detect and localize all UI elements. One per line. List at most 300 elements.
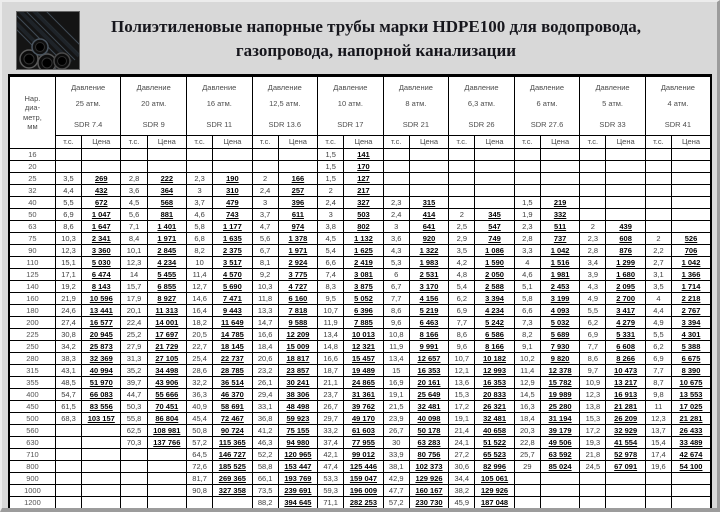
thickness-cell: 9,7 [580, 365, 606, 377]
thickness-cell: 35,2 [121, 365, 147, 377]
thickness-cell: 3,5 [55, 173, 81, 185]
thickness-cell: 57,2 [186, 437, 212, 449]
thickness-cell: 55,8 [121, 413, 147, 425]
price-cell: 2 531 [409, 269, 448, 281]
thickness-cell [383, 149, 409, 161]
price-cell: 10 675 [672, 377, 711, 389]
thickness-cell: 17,4 [645, 449, 671, 461]
price-cell: 6 855 [147, 281, 186, 293]
thickness-cell: 5,8 [186, 221, 212, 233]
diameter-cell: 400 [9, 389, 55, 401]
thickness-cell: 21,9 [55, 293, 81, 305]
thickness-cell: 2 [252, 173, 278, 185]
price-cell: 876 [606, 245, 645, 257]
price-cell [540, 149, 579, 161]
price-cell: 1 635 [213, 233, 252, 245]
thickness-cell: 59,3 [318, 485, 344, 497]
table-row [9, 461, 711, 473]
thickness-cell: 37,4 [318, 437, 344, 449]
price-cell: 1 366 [672, 269, 711, 281]
price-cell: 9 991 [409, 341, 448, 353]
price-cell: 141 [344, 149, 383, 161]
thickness-cell: 34,4 [449, 473, 475, 485]
thickness-cell: 8,1 [252, 257, 278, 269]
thickness-cell [55, 149, 81, 161]
table-row [9, 209, 711, 221]
diameter-cell: 25 [9, 173, 55, 185]
price-cell [409, 173, 448, 185]
price-cell: 2 050 [475, 269, 514, 281]
price-cell: 6 608 [606, 341, 645, 353]
pressure-label: Давление [267, 82, 302, 92]
pressure-group-header [121, 76, 187, 136]
thickness-cell: 17,1 [55, 269, 81, 281]
thickness-cell: 12,7 [186, 281, 212, 293]
thickness-cell [383, 161, 409, 173]
thickness-cell [580, 173, 606, 185]
price-cell [540, 173, 579, 185]
price-cell: 503 [344, 209, 383, 221]
price-cell: 34 498 [147, 365, 186, 377]
price-cell: 25 649 [409, 389, 448, 401]
pressure-value: 8 атм. [405, 99, 427, 109]
diameter-cell: 355 [9, 377, 55, 389]
pressure-group-header [580, 76, 646, 136]
price-cell: 70 451 [147, 401, 186, 413]
price-cell: 345 [475, 209, 514, 221]
thickness-cell: 1,5 [318, 149, 344, 161]
thickness-cell: 20,1 [121, 305, 147, 317]
table-row [9, 473, 711, 485]
thickness-cell: 3,6 [121, 185, 147, 197]
thickness-cell [580, 161, 606, 173]
thickness-cell [449, 161, 475, 173]
thickness-cell: 15,7 [121, 281, 147, 293]
thickness-cell: 9,5 [318, 293, 344, 305]
price-cell: 2 588 [475, 281, 514, 293]
thickness-cell: 20,6 [252, 353, 278, 365]
price-cell: 159 047 [344, 473, 383, 485]
thickness-cell: 42,1 [318, 449, 344, 461]
thickness-cell [449, 173, 475, 185]
price-subheader: Цена [344, 136, 383, 149]
thickness-cell: 1,5 [514, 197, 540, 209]
thickness-cell: 30,8 [55, 329, 81, 341]
diameter-cell: 40 [9, 197, 55, 209]
thickness-cell: 39,7 [121, 377, 147, 389]
thickness-cell: 4,6 [186, 209, 212, 221]
price-cell: 4 727 [278, 281, 317, 293]
table-row [9, 233, 711, 245]
thickness-cell: 8,6 [55, 221, 81, 233]
thickness-cell [121, 461, 147, 473]
thickness-cell: 47,7 [383, 485, 409, 497]
price-cell: 9 443 [213, 305, 252, 317]
price-cell: 72 467 [213, 413, 252, 425]
thickness-cell: 17,2 [580, 425, 606, 437]
diameter-cell: 800 [9, 461, 55, 473]
table-row [9, 149, 711, 161]
price-cell: 16 353 [475, 377, 514, 389]
price-cell: 1 401 [147, 221, 186, 233]
price-cell: 2 419 [344, 257, 383, 269]
price-cell: 63 592 [540, 449, 579, 461]
price-cell: 129 926 [409, 473, 448, 485]
price-cell: 439 [606, 221, 645, 233]
price-cell: 2 375 [213, 245, 252, 257]
price-cell [82, 161, 121, 173]
price-cell: 11 313 [147, 305, 186, 317]
price-cell: 58 691 [213, 401, 252, 413]
price-cell: 327 [344, 197, 383, 209]
price-cell: 82 996 [475, 461, 514, 473]
thickness-cell: 8,6 [449, 329, 475, 341]
price-cell: 5 455 [147, 269, 186, 281]
price-cell: 63 283 [409, 437, 448, 449]
thickness-cell [514, 497, 540, 510]
price-cell: 5 388 [672, 341, 711, 353]
thickness-cell [645, 173, 671, 185]
price-cell: 61 603 [344, 425, 383, 437]
price-cell: 802 [344, 221, 383, 233]
pressure-group-header [514, 76, 580, 136]
diameter-cell: 1000 [9, 485, 55, 497]
thickness-cell: 4,9 [645, 317, 671, 329]
sdr-label: SDR 7.4 [73, 119, 103, 129]
pressure-label: Давление [398, 82, 433, 92]
thickness-cell: 25,2 [121, 329, 147, 341]
thickness-cell [645, 473, 671, 485]
thickness-cell: 2,2 [645, 245, 671, 257]
thickness-cell: 24,6 [55, 305, 81, 317]
thickness-cell: 64,5 [186, 449, 212, 461]
thickness-cell: 38,2 [449, 485, 475, 497]
thickness-cell: 19,1 [449, 413, 475, 425]
price-cell: 12 209 [278, 329, 317, 341]
table-row [9, 341, 711, 353]
table-row [9, 305, 711, 317]
thickness-cell: 4,2 [449, 257, 475, 269]
price-cell: 526 [672, 233, 711, 245]
price-cell: 40 098 [409, 413, 448, 425]
price-cell [278, 161, 317, 173]
price-cell: 185 525 [213, 461, 252, 473]
price-cell [147, 461, 186, 473]
thickness-cell: 13,4 [318, 329, 344, 341]
price-cell: 127 [344, 173, 383, 185]
thickness-cell: 53,3 [318, 473, 344, 485]
thickness-cell: 8,6 [383, 305, 409, 317]
thickness-cell [580, 473, 606, 485]
price-cell: 42 674 [672, 449, 711, 461]
diameter-cell: 450 [9, 401, 55, 413]
price-cell: 108 981 [147, 425, 186, 437]
thickness-cell: 3,5 [645, 281, 671, 293]
price-cell: 364 [147, 185, 186, 197]
page-title [80, 11, 702, 63]
thickness-cell: 70,3 [121, 437, 147, 449]
price-cell: 239 691 [278, 485, 317, 497]
thickness-cell: 33,2 [318, 425, 344, 437]
price-cell: 10 013 [344, 329, 383, 341]
price-cell: 5 331 [606, 329, 645, 341]
thickness-cell: 2,8 [121, 173, 147, 185]
price-cell: 120 965 [278, 449, 317, 461]
thickness-cell: 16,6 [252, 329, 278, 341]
table-row [9, 497, 711, 510]
thickness-cell: 11,8 [252, 293, 278, 305]
thickness-cell: 3,1 [645, 269, 671, 281]
price-cell [82, 461, 121, 473]
price-cell: 217 [344, 185, 383, 197]
price-cell: 105 061 [475, 473, 514, 485]
price-cell: 12 321 [344, 341, 383, 353]
table-row [9, 281, 711, 293]
thickness-cell: 13,6 [449, 377, 475, 389]
price-cell: 743 [213, 209, 252, 221]
price-cell: 974 [278, 221, 317, 233]
thickness-cell: 4,4 [55, 185, 81, 197]
price-cell: 49 170 [344, 413, 383, 425]
thickness-cell: 38,1 [383, 461, 409, 473]
price-cell: 4 093 [540, 305, 579, 317]
thickness-cell: 9,6 [383, 317, 409, 329]
thickness-cell: 46,3 [252, 437, 278, 449]
thickness-cell [121, 497, 147, 510]
thickness-cell: 68,3 [55, 413, 81, 425]
price-cell: 547 [475, 221, 514, 233]
price-cell: 21 281 [606, 401, 645, 413]
table-row [9, 173, 711, 185]
thickness-cell: 11,4 [186, 269, 212, 281]
thickness-cell: 61,5 [55, 401, 81, 413]
thickness-cell [186, 161, 212, 173]
price-cell [672, 209, 711, 221]
price-cell: 414 [409, 209, 448, 221]
price-cell: 26 209 [606, 413, 645, 425]
thickness-cell: 15,3 [580, 413, 606, 425]
thickness-cell: 45,4 [186, 413, 212, 425]
pressure-label: Давление [660, 82, 695, 92]
tc-subheader: т.с. [318, 136, 344, 149]
price-cell: 15 009 [278, 341, 317, 353]
price-cell: 4 301 [672, 329, 711, 341]
price-cell: 3 360 [82, 245, 121, 257]
sdr-label: SDR 9 [142, 119, 165, 129]
thickness-cell [55, 161, 81, 173]
table-row [9, 377, 711, 389]
price-cell: 15 782 [540, 377, 579, 389]
price-cell: 881 [147, 209, 186, 221]
diameter-cell: 315 [9, 365, 55, 377]
price-cell: 103 157 [82, 413, 121, 425]
price-cell [82, 449, 121, 461]
sdr-label: SDR 26 [468, 119, 495, 129]
price-cell [540, 185, 579, 197]
thickness-cell: 6 [383, 269, 409, 281]
price-cell [147, 473, 186, 485]
thickness-cell: 4,6 [514, 269, 540, 281]
price-cell: 20 945 [82, 329, 121, 341]
pressure-group-header [645, 76, 711, 136]
thickness-cell: 29 [514, 461, 540, 473]
price-cell [606, 209, 645, 221]
thickness-cell: 2,3 [580, 233, 606, 245]
price-cell: 30 241 [278, 377, 317, 389]
thickness-cell: 57,2 [383, 497, 409, 510]
price-cell: 2 767 [672, 305, 711, 317]
thickness-cell: 7,7 [645, 365, 671, 377]
price-cell: 2 700 [606, 293, 645, 305]
thickness-cell: 38,3 [55, 353, 81, 365]
price-cell: 641 [409, 221, 448, 233]
thickness-cell [449, 149, 475, 161]
price-cell: 153 447 [278, 461, 317, 473]
price-cell: 5 032 [540, 317, 579, 329]
diameter-cell: 710 [9, 449, 55, 461]
thickness-cell: 54,7 [55, 389, 81, 401]
thickness-cell: 21,1 [318, 377, 344, 389]
thickness-cell: 2 [318, 185, 344, 197]
thickness-cell: 50,8 [186, 425, 212, 437]
price-cell [540, 473, 579, 485]
price-cell: 3 517 [213, 257, 252, 269]
thickness-cell: 5,4 [318, 245, 344, 257]
price-cell [213, 161, 252, 173]
price-cell [606, 485, 645, 497]
thickness-cell: 3 [318, 209, 344, 221]
price-cell: 1 378 [278, 233, 317, 245]
thickness-cell: 26,7 [318, 401, 344, 413]
thickness-cell: 2,5 [449, 221, 475, 233]
price-cell: 737 [540, 233, 579, 245]
thickness-cell: 10 [186, 257, 212, 269]
price-cell: 479 [213, 197, 252, 209]
thickness-cell [645, 185, 671, 197]
thickness-cell: 11,4 [514, 365, 540, 377]
table-row [9, 401, 711, 413]
pressure-value: 6,3 атм. [467, 99, 496, 109]
price-cell: 5 689 [540, 329, 579, 341]
thickness-cell: 2,3 [514, 221, 540, 233]
thickness-cell: 16,9 [383, 377, 409, 389]
thickness-cell [121, 449, 147, 461]
thickness-cell: 3,5 [449, 245, 475, 257]
thickness-cell [514, 173, 540, 185]
thickness-cell: 40,9 [186, 401, 212, 413]
diameter-cell: 32 [9, 185, 55, 197]
pressure-value: 10 атм. [337, 99, 363, 109]
pipes-photo [16, 11, 80, 70]
diameter-cell: 200 [9, 317, 55, 329]
thickness-cell [514, 473, 540, 485]
thickness-cell: 4,9 [580, 293, 606, 305]
thickness-cell: 23,9 [383, 413, 409, 425]
table-row [9, 257, 711, 269]
price-cell: 8 166 [475, 341, 514, 353]
thickness-cell: 26,7 [383, 425, 409, 437]
price-cell: 6 160 [278, 293, 317, 305]
price-cell: 137 766 [147, 437, 186, 449]
table-row [9, 329, 711, 341]
price-cell: 125 446 [344, 461, 383, 473]
diameter-cell: 50 [9, 209, 55, 221]
thickness-cell [55, 449, 81, 461]
pressure-label: Давление [136, 82, 171, 92]
diameter-cell: 20 [9, 161, 55, 173]
price-cell: 315 [409, 197, 448, 209]
thickness-cell: 10,2 [514, 353, 540, 365]
thickness-cell: 23,7 [318, 389, 344, 401]
price-cell: 4 570 [213, 269, 252, 281]
price-cell: 85 024 [540, 461, 579, 473]
thickness-cell: 25,7 [514, 449, 540, 461]
price-cell: 8 266 [606, 353, 645, 365]
price-cell: 327 358 [213, 485, 252, 497]
diameter-cell: 225 [9, 329, 55, 341]
price-cell: 9 588 [278, 317, 317, 329]
diameter-column-header [9, 76, 55, 149]
pressure-value: 5 атм. [602, 99, 623, 109]
price-cell: 196 009 [344, 485, 383, 497]
thickness-cell: 20,5 [186, 329, 212, 341]
thickness-cell: 10,7 [449, 353, 475, 365]
table-row [9, 221, 711, 233]
price-cell: 25 873 [82, 341, 121, 353]
thickness-cell: 15 [383, 365, 409, 377]
price-cell: 86 804 [147, 413, 186, 425]
pressure-value: 25 атм. [75, 99, 101, 109]
price-cell: 129 926 [475, 485, 514, 497]
price-cell [540, 485, 579, 497]
price-cell: 32 929 [606, 425, 645, 437]
thickness-cell: 6,9 [55, 209, 81, 221]
price-cell [606, 497, 645, 510]
thickness-cell: 2,4 [383, 209, 409, 221]
sdr-label: SDR 13.6 [268, 119, 302, 129]
diameter-cell: 500 [9, 413, 55, 425]
price-cell: 1 322 [409, 245, 448, 257]
thickness-cell: 3,4 [580, 257, 606, 269]
thickness-cell: 52,2 [252, 449, 278, 461]
price-cell [606, 197, 645, 209]
price-cell: 396 [278, 197, 317, 209]
price-cell: 12 378 [540, 365, 579, 377]
price-cell: 16 913 [606, 389, 645, 401]
price-cell: 6 463 [409, 317, 448, 329]
pressure-value: 20 атм. [141, 99, 167, 109]
thickness-cell: 13,8 [580, 401, 606, 413]
price-cell: 40 658 [475, 425, 514, 437]
thickness-cell [121, 161, 147, 173]
price-cell: 1 042 [540, 245, 579, 257]
price-cell: 3 875 [344, 281, 383, 293]
price-cell: 749 [475, 233, 514, 245]
price-cell: 1 047 [82, 209, 121, 221]
price-cell [475, 149, 514, 161]
price-cell: 55 666 [147, 389, 186, 401]
thickness-cell: 1,5 [318, 161, 344, 173]
table-row [9, 425, 711, 437]
thickness-cell: 12,3 [580, 389, 606, 401]
price-cell: 3 199 [540, 293, 579, 305]
price-cell: 20 161 [409, 377, 448, 389]
price-cell: 5 052 [344, 293, 383, 305]
price-subheader: Цена [82, 136, 121, 149]
thickness-cell: 50,3 [121, 401, 147, 413]
price-cell: 310 [213, 185, 252, 197]
price-cell: 10 596 [82, 293, 121, 305]
